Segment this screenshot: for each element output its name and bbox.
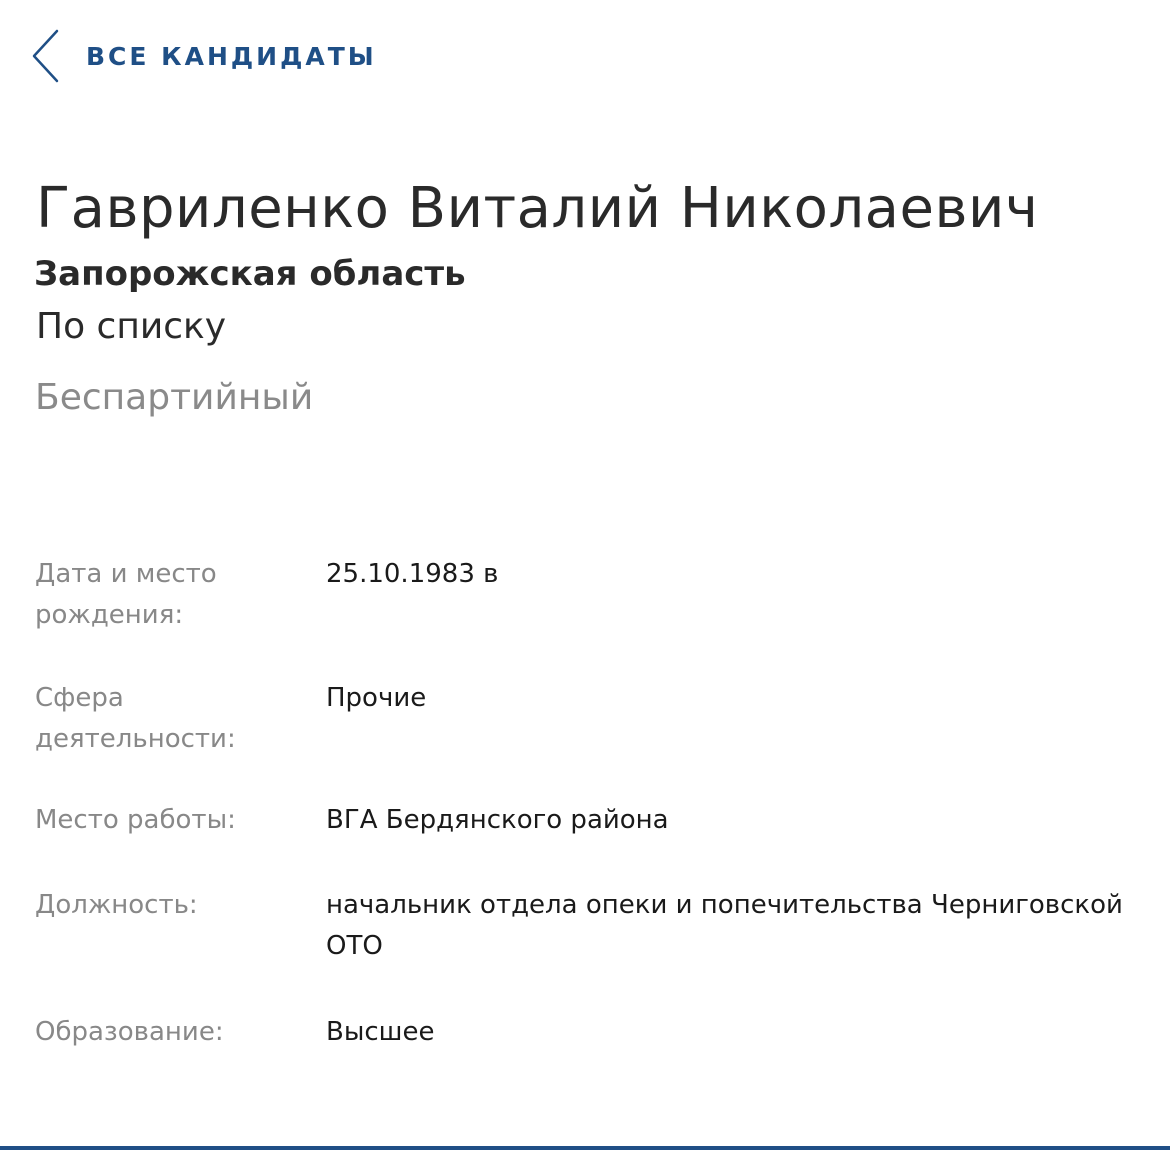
- back-to-all-candidates-link[interactable]: [30, 28, 377, 84]
- back-link-label: ВСЕ КАНДИДАТЫ: [86, 41, 377, 71]
- detail-label: Сфера деятельности:: [35, 683, 236, 754]
- detail-label: Место работы:: [35, 805, 236, 835]
- detail-value: Высшее: [326, 1017, 435, 1047]
- detail-value: 25.10.1983 в: [326, 559, 499, 589]
- detail-value: ВГА Бердянского района: [326, 805, 669, 835]
- detail-value: начальник отдела опеки и попечительства Черниговской ОТО: [326, 890, 1123, 961]
- chevron-left-icon: [30, 28, 60, 84]
- detail-label: Должность:: [35, 890, 198, 920]
- candidate-nomination: По списку: [36, 306, 227, 347]
- candidate-region: Запорожская область: [34, 254, 466, 294]
- bottom-divider: [0, 1146, 1170, 1150]
- candidate-party: Беспартийный: [35, 377, 314, 418]
- detail-value: Прочие: [326, 683, 427, 713]
- candidate-name: Гавриленко Виталий Николаевич: [36, 176, 1039, 241]
- detail-label: Образование:: [35, 1017, 224, 1047]
- detail-label: Дата и место рождения:: [35, 559, 217, 630]
